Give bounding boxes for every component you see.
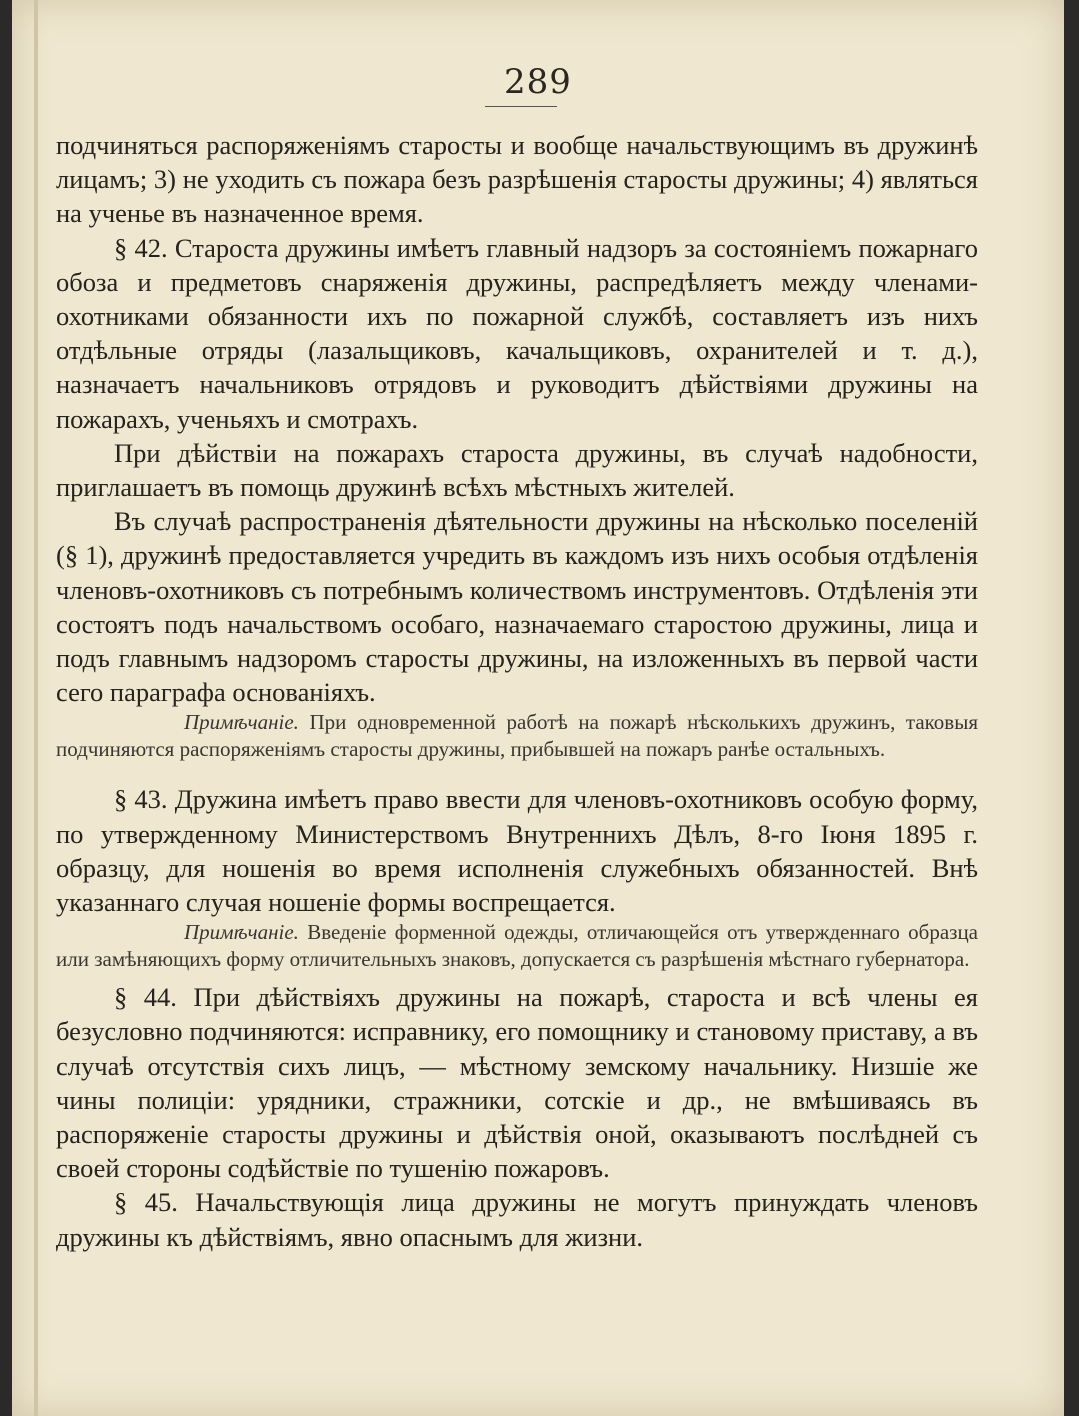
paragraph-section-42: § 42. Староста дружины имѣетъ главный надзоръ за состояніемъ пожарнаго обоза и предметовъ снаряженія дружины, распредѣляетъ между членами-охотниками обязанности ихъ по пожарной службѣ, составляетъ изъ нихъ отдѣльные отряды (лазальщиковъ, качальщиковъ, охранителей и т. д.), назначаетъ начальниковъ отрядовъ и руководитъ дѣйствіями дружины на пожарахъ, ученьяхъ и смотрахъ. [56, 232, 978, 434]
paragraph-section-44: § 44. При дѣйствіяхъ дружины на пожарѣ, староста и всѣ члены ея безусловно подчиняются: исправнику, его помощнику и становому приставу, а въ случаѣ отсутствія сихъ лицъ, — мѣстному земскому начальнику. Низшіе же чины полиціи: урядники, стражники, сотскіе и др., не вмѣшиваясь въ распоряженіе старосты дружины и дѣйствія оной, оказываютъ послѣдней съ своей стороны содѣйствіе по тушенію пожаровъ. [56, 982, 978, 1184]
note-simultaneous-work [56, 709, 978, 762]
note-text: Введеніе форменной одежды, отличающейся отъ утвержденнаго образца или замѣняющихъ форму отличительныхъ знаковъ, допускается съ разрѣшенія мѣстнаго губернатора. [56, 920, 978, 971]
paragraph-section-45: § 45. Начальствующія лица дружины не могутъ принуждать членовъ дружины къ дѣйствіямъ, явно опаснымъ для жизни. [56, 1187, 978, 1252]
page-number: 289 [504, 62, 572, 102]
note-uniform [56, 919, 978, 972]
body-text [56, 128, 978, 1254]
note-label: Примѣчаніе. [184, 710, 299, 735]
book-page [12, 0, 1064, 1416]
spacer [56, 762, 978, 782]
page-edge [34, 0, 38, 1416]
note-text: При одновременной работѣ на пожарѣ нѣсколькихъ дружинъ, таковыя подчиняются распоряженіямъ старосты дружины, прибывшей на пожаръ ранѣе остальныхъ. [56, 710, 978, 761]
paragraph-continuation: подчиняться распоряженіямъ старосты и вообще начальствующимъ въ дружинѣ лицамъ; 3) не уходить съ пожара безъ разрѣшенія старосты дружины; 4) являться на ученье въ назначенное время. [56, 130, 978, 229]
paragraph-settlements: Въ случаѣ распространенія дѣятельности дружины на нѣсколько поселеній (§ 1), дружинѣ предоставляется учредить въ каждомъ изъ нихъ особыя отдѣленія членовъ-охотниковъ съ потребнымъ количествомъ инструментовъ. Отдѣленія эти состоятъ подъ начальствомъ особаго, назначаемаго старостою дружины, лица и подъ главнымъ надзоромъ старосты дружины, на изложенныхъ въ первой части сего параграфа основаніяхъ. [56, 506, 978, 708]
paragraph-fire-action: При дѣйствіи на пожарахъ староста дружины, въ случаѣ надобности, приглашаетъ въ помощь дружинѣ всѣхъ мѣстныхъ жителей. [56, 437, 978, 503]
paragraph-section-43: § 43. Дружина имѣетъ право ввести для членовъ-охотниковъ особую форму, по утвержденному Министерствомъ Внутреннихъ Дѣлъ, 8-го Іюня 1895 г. образцу, для ношенія во время исполненія служебныхъ обязанностей. Внѣ указаннаго случая ношеніе формы воспрещается. [56, 784, 978, 918]
note-label: Примѣчаніе. [184, 920, 299, 945]
page-number-underline [485, 106, 557, 107]
spacer [56, 972, 978, 980]
